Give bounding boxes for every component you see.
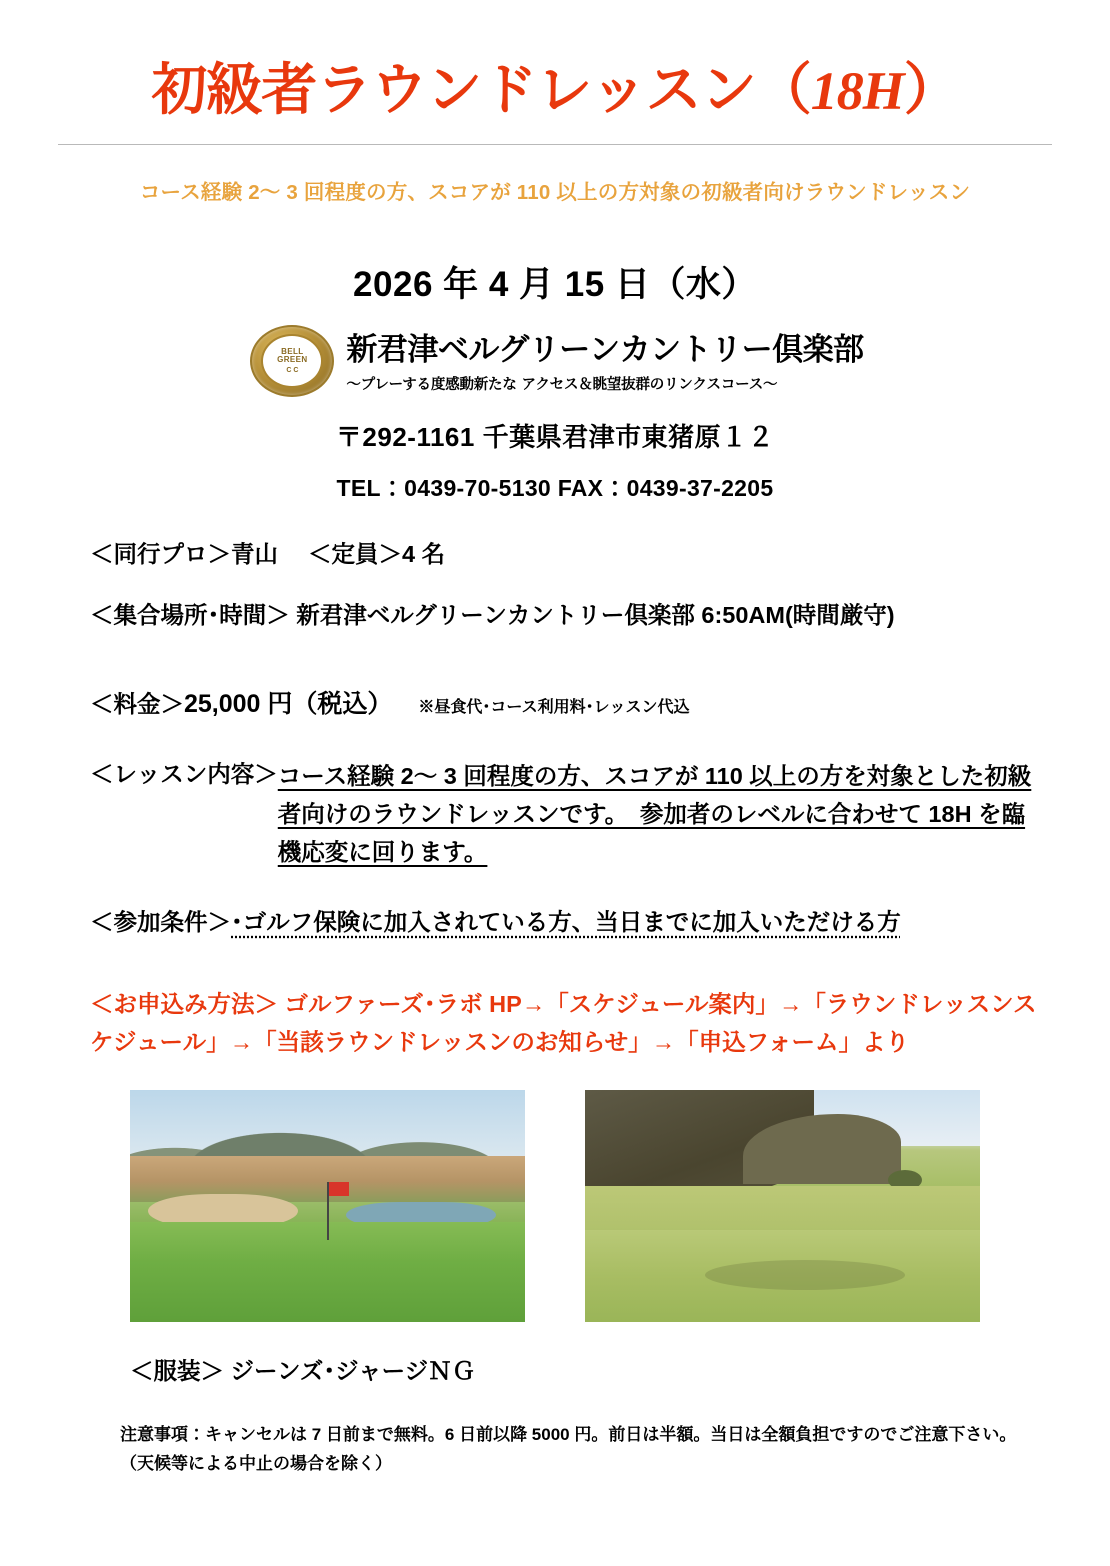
club-name: 新君津ベルグリーンカントリー倶楽部 (346, 332, 864, 368)
club-emblem-icon (246, 323, 334, 395)
row-conditions (90, 905, 1040, 940)
club-tagline: 〜プレーする度感動新たな アクセス＆眺望抜群のリンクスコース〜 (346, 376, 778, 393)
meeting-label: ＜集合場所･時間＞ (90, 602, 290, 629)
meeting-value: 新君津ベルグリーンカントリー倶楽部 6:50AM(時間厳守) (296, 602, 895, 629)
page-title (40, 0, 1070, 126)
club-header (40, 323, 1070, 395)
club-name-block (346, 324, 863, 394)
capacity-label: ＜定員＞ (308, 541, 402, 567)
apply-value: ゴルファーズ･ラボ HP→「スケジュール案内」→「ラウンドレッスンスケジュール」→「当該ラウンドレッスンのお知らせ」→「申込フォーム」より (90, 991, 1037, 1056)
cancellation-notes: 注意事項：キャンセルは 7 日前まで無料。6 日前以降 5000 円。前日は半額。当日は全額負担ですのでご注意下さい。（天候等による中止の場合を除く） (120, 1424, 1017, 1474)
wear-label: ＜服装＞ (130, 1357, 224, 1384)
apply-label: ＜お申込み方法＞ (90, 991, 278, 1018)
title-divider (58, 144, 1052, 145)
emblem-line-1: BELL (281, 346, 304, 356)
page-title-main: 初級者ラウンドレッスン（ (151, 58, 811, 123)
pro-label: ＜同行プロ＞ (90, 541, 231, 567)
emblem-line-3: C C (286, 366, 299, 374)
row-fee (90, 686, 1040, 724)
lesson-value: コース経験 2〜 3 回程度の方、スコアが 110 以上の方を対象とした初級者向けのラウンドレッスンです。 参加者のレベルに合わせて 18H を臨機応変に回ります。 (277, 763, 1032, 866)
details-section (40, 537, 1070, 940)
capacity-value: 4 名 (402, 541, 446, 567)
page-title-holes: 18H (810, 61, 904, 121)
condition-label: ＜参加条件＞ (90, 909, 231, 936)
condition-value: ･ゴルフ保険に加入されている方、当日までに加入いただける方 (231, 909, 901, 936)
event-date: 2026 年 4 月 15 日（水） (353, 265, 757, 304)
club-address: 〒292-1161 千葉県君津市東猪原１２ (335, 422, 775, 452)
apply-section (40, 986, 1070, 1061)
row-lesson-content (90, 757, 1040, 871)
club-phone: TEL：0439-70-5130 FAX：0439-37-2205 (336, 475, 774, 501)
fee-label: ＜料金＞ (90, 690, 184, 717)
lesson-label: ＜レッスン内容＞ (90, 761, 278, 787)
emblem-line-2: GREEN (277, 355, 308, 365)
row-pro-capacity (90, 537, 1040, 572)
course-photo-links (585, 1090, 980, 1322)
wear-row (40, 1352, 1070, 1386)
page-title-close: ） (903, 58, 959, 123)
course-photo-green (130, 1090, 525, 1322)
photo-gallery (40, 1090, 1070, 1322)
pro-value: 青山 (231, 541, 278, 567)
fee-note: ※昼食代･コース利用料･レッスン代込 (418, 698, 690, 716)
wear-value: ジーンズ･ジャージＮＧ (230, 1357, 476, 1384)
row-meeting (90, 598, 1040, 633)
fee-value: 25,000 円（税込） (184, 689, 393, 718)
lead-text: コース経験 2〜 3 回程度の方、スコアが 110 以上の方対象の初級者向けラウンドレッスン (139, 181, 971, 204)
